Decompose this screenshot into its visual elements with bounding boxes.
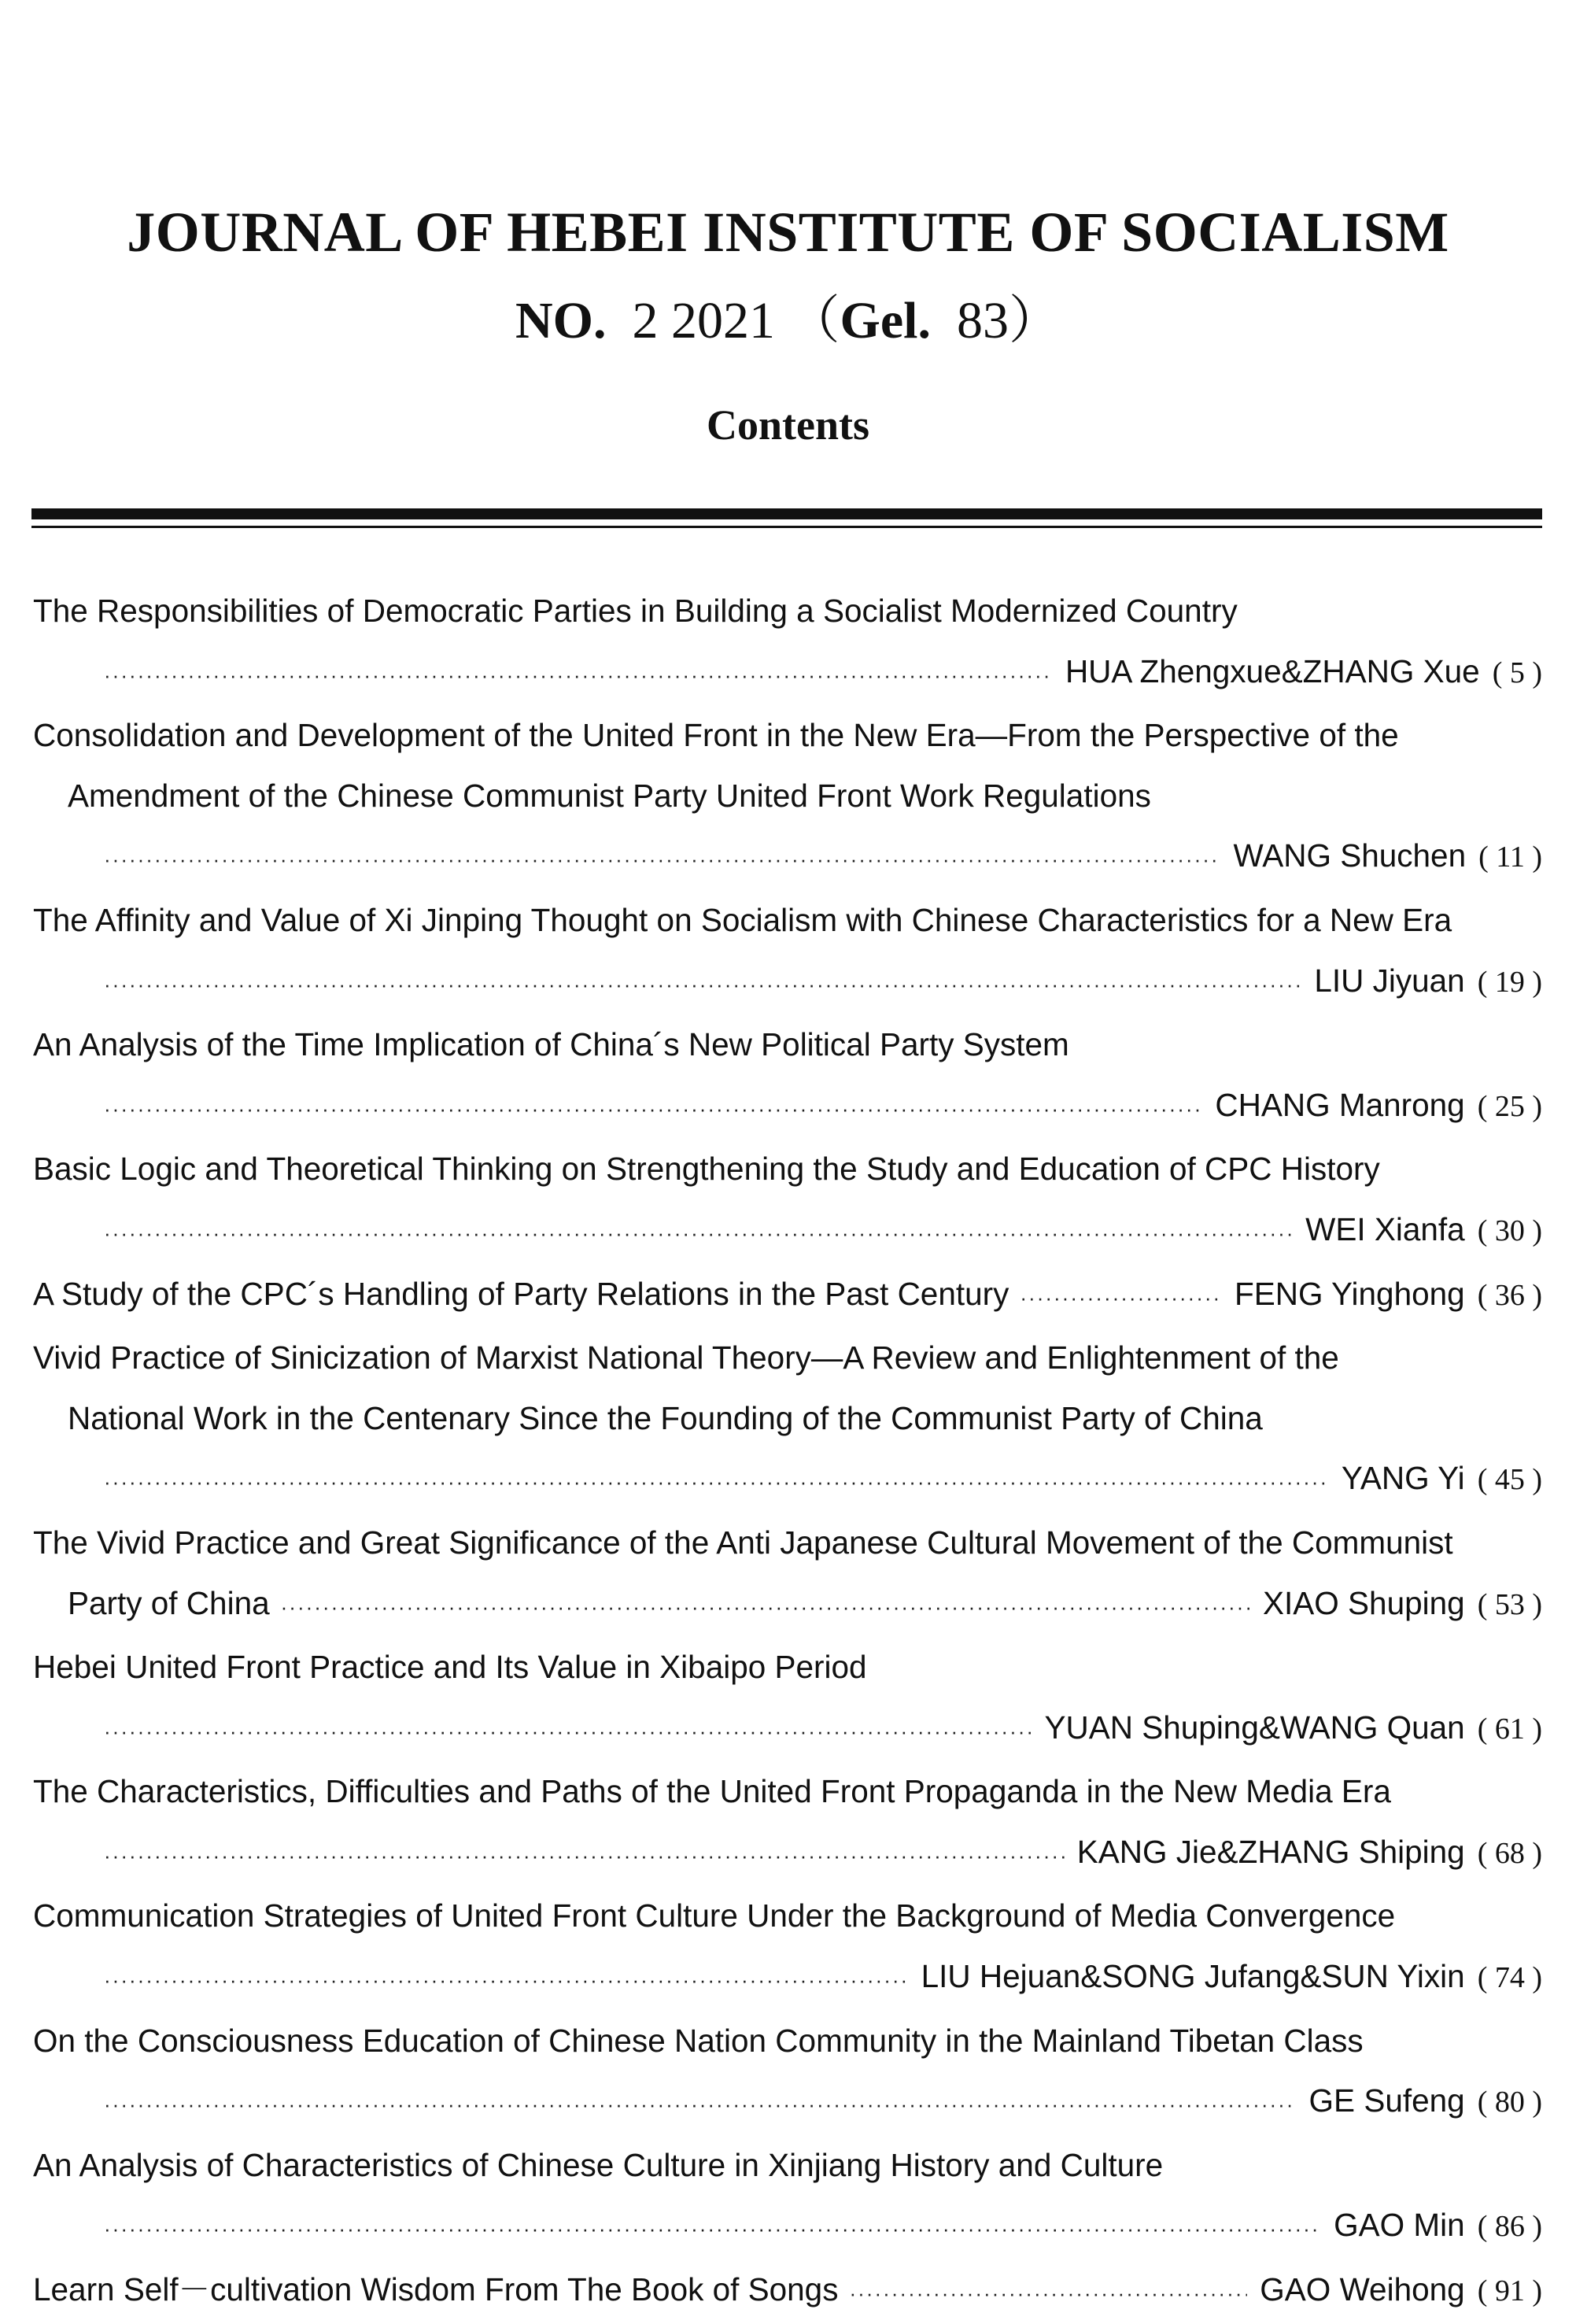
dot-leader	[1020, 1268, 1222, 1328]
entry-authors: LIU Jiyuan	[1314, 962, 1465, 999]
entry-leader-line	[33, 1822, 1542, 1886]
entry-title: Vivid Practice of Sinicization of Marxist National Theory—A Review and Enlightenment of the	[33, 1339, 1339, 1376]
dot-leader	[104, 829, 1220, 890]
toc-entry[interactable]	[33, 1886, 1542, 2010]
entry-authors: WANG Shuchen	[1233, 837, 1467, 874]
entry-page: ( 30 )	[1477, 1214, 1542, 1247]
entry-authors: KANG Jie&ZHANG Shiping	[1076, 1833, 1465, 1870]
entry-leader-line	[33, 1698, 1542, 1762]
issue-no-label: NO.	[515, 292, 607, 349]
toc-entry[interactable]	[33, 1264, 1542, 1328]
entry-leader-line	[33, 2071, 1542, 2135]
entry-title: Hebei United Front Practice and Its Value in Xibaipo Period	[33, 1649, 867, 1686]
entry-title: The Vivid Practice and Great Significance of the Anti Japanese Cultural Movement of the Communist	[33, 1524, 1453, 1561]
entry-page: ( 5 )	[1492, 656, 1542, 689]
toc-entry[interactable]	[33, 1637, 1542, 1761]
dot-leader	[104, 955, 1301, 1015]
header-rule-thick	[31, 508, 1542, 519]
dot-leader	[104, 2075, 1297, 2135]
dot-leader	[104, 1203, 1293, 1264]
entry-leader-line	[33, 1448, 1542, 1513]
toc-entry[interactable]	[33, 2259, 1542, 2324]
gel-label: Gel.	[840, 292, 931, 349]
entry-leader-line	[33, 826, 1542, 890]
entry-title: Basic Logic and Theoretical Thinking on Strengthening the Study and Education of CPC History	[33, 1151, 1380, 1188]
entry-title: Learn Self－cultivation Wisdom From The Book of Songs	[33, 2271, 839, 2308]
entry-leader-line	[33, 2195, 1542, 2259]
entry-authors: CHANG Manrong	[1215, 1086, 1465, 1123]
entry-authors: YANG Yi	[1341, 1460, 1465, 1497]
entry-leader-line	[33, 951, 1542, 1015]
entry-leader-line	[33, 1075, 1542, 1140]
dot-leader	[104, 1950, 909, 2011]
issue-no-value: 2 2021	[632, 292, 776, 349]
entry-page: ( 61 )	[1477, 1712, 1542, 1746]
dot-leader	[104, 1079, 1202, 1140]
entry-authors: FENG Yinghong	[1235, 1275, 1465, 1312]
issue-paren-close: ）	[1008, 292, 1061, 349]
entry-page: ( 11 )	[1478, 841, 1542, 874]
issue-paren-open: （	[788, 292, 840, 349]
entry-page: ( 36 )	[1477, 1278, 1542, 1312]
toc-entry[interactable]	[33, 705, 1542, 890]
toc-entry[interactable]	[33, 2011, 1542, 2135]
contents-list	[33, 581, 1542, 2324]
entry-page: ( 86 )	[1477, 2210, 1542, 2244]
dot-leader	[104, 1452, 1329, 1513]
entry-authors: LIU Hejuan&SONG Jufang&SUN Yixin	[921, 1958, 1465, 1995]
entry-leader-line	[33, 641, 1542, 706]
contents-heading: Contents	[706, 401, 869, 449]
entry-page: ( 45 )	[1477, 1463, 1542, 1497]
entry-title: The Responsibilities of Democratic Parties in Building a Socialist Modernized Country	[33, 593, 1238, 629]
dot-leader	[104, 1826, 1065, 1886]
entry-leader-line	[33, 2259, 1542, 2324]
entry-leader-line	[33, 1264, 1542, 1328]
entry-title-continued: Amendment of the Chinese Communist Party United Front Work Regulations	[68, 777, 1151, 814]
dot-leader	[104, 2199, 1321, 2259]
dot-leader	[849, 2263, 1247, 2324]
gel-value: 83	[956, 292, 1009, 349]
entry-authors: GAO Min	[1334, 2207, 1465, 2244]
entry-authors: HUA Zhengxue&ZHANG Xue	[1065, 652, 1480, 689]
dot-leader	[104, 1701, 1032, 1762]
header-rule-thin	[31, 526, 1542, 528]
entry-title: On the Consciousness Education of Chinese Nation Community in the Mainland Tibetan Class	[33, 2022, 1364, 2059]
entry-page: ( 74 )	[1477, 1961, 1542, 1995]
entry-page: ( 80 )	[1477, 2086, 1542, 2119]
entry-leader-line	[33, 1199, 1542, 1264]
toc-entry[interactable]	[33, 1139, 1542, 1263]
dot-leader	[104, 645, 1053, 706]
entry-leader-line	[33, 1946, 1542, 2011]
entry-page: ( 91 )	[1477, 2274, 1542, 2308]
dot-leader	[281, 1577, 1250, 1638]
entry-page: ( 68 )	[1477, 1836, 1542, 1870]
toc-entry[interactable]	[33, 890, 1542, 1014]
toc-entry[interactable]	[33, 1014, 1542, 1139]
toc-entry[interactable]	[33, 1513, 1542, 1637]
entry-title: An Analysis of Characteristics of Chinese Culture in Xinjiang History and Culture	[33, 2146, 1164, 2183]
entry-leader-line	[33, 1573, 1542, 1638]
entry-title-continued: Party of China	[68, 1584, 270, 1621]
entry-page: ( 25 )	[1477, 1089, 1542, 1123]
entry-authors: YUAN Shuping&WANG Quan	[1044, 1709, 1465, 1746]
entry-title: A Study of the CPC´s Handling of Party Relations in the Past Century	[33, 1275, 1009, 1312]
entry-authors: GAO Weihong	[1260, 2271, 1465, 2308]
entry-title: The Characteristics, Difficulties and Paths of the United Front Propaganda in the New Media Era	[33, 1773, 1391, 1810]
entry-title: The Affinity and Value of Xi Jinping Thought on Socialism with Chinese Characteristics for a New Era	[33, 901, 1452, 938]
entry-authors: XIAO Shuping	[1263, 1584, 1465, 1621]
issue-line	[0, 287, 1576, 355]
entry-authors: GE Sufeng	[1308, 2082, 1465, 2119]
entry-title: An Analysis of the Time Implication of China´s New Political Party System	[33, 1026, 1069, 1063]
toc-entry[interactable]	[33, 2135, 1542, 2259]
entry-page: ( 19 )	[1477, 965, 1542, 999]
toc-entry[interactable]	[33, 1761, 1542, 1886]
entry-title: Consolidation and Development of the United Front in the New Era—From the Perspective of the	[33, 717, 1399, 754]
toc-entry[interactable]	[33, 581, 1542, 705]
entry-page: ( 53 )	[1477, 1587, 1542, 1621]
entry-title: Communication Strategies of United Front Culture Under the Background of Media Convergence	[33, 1897, 1396, 1934]
entry-authors: WEI Xianfa	[1305, 1210, 1465, 1247]
entry-title-continued: National Work in the Centenary Since the Founding of the Communist Party of China	[68, 1399, 1263, 1436]
toc-entry[interactable]	[33, 1328, 1542, 1513]
journal-title: JOURNAL OF HEBEI INSTITUTE OF SOCIALISM	[127, 201, 1449, 264]
